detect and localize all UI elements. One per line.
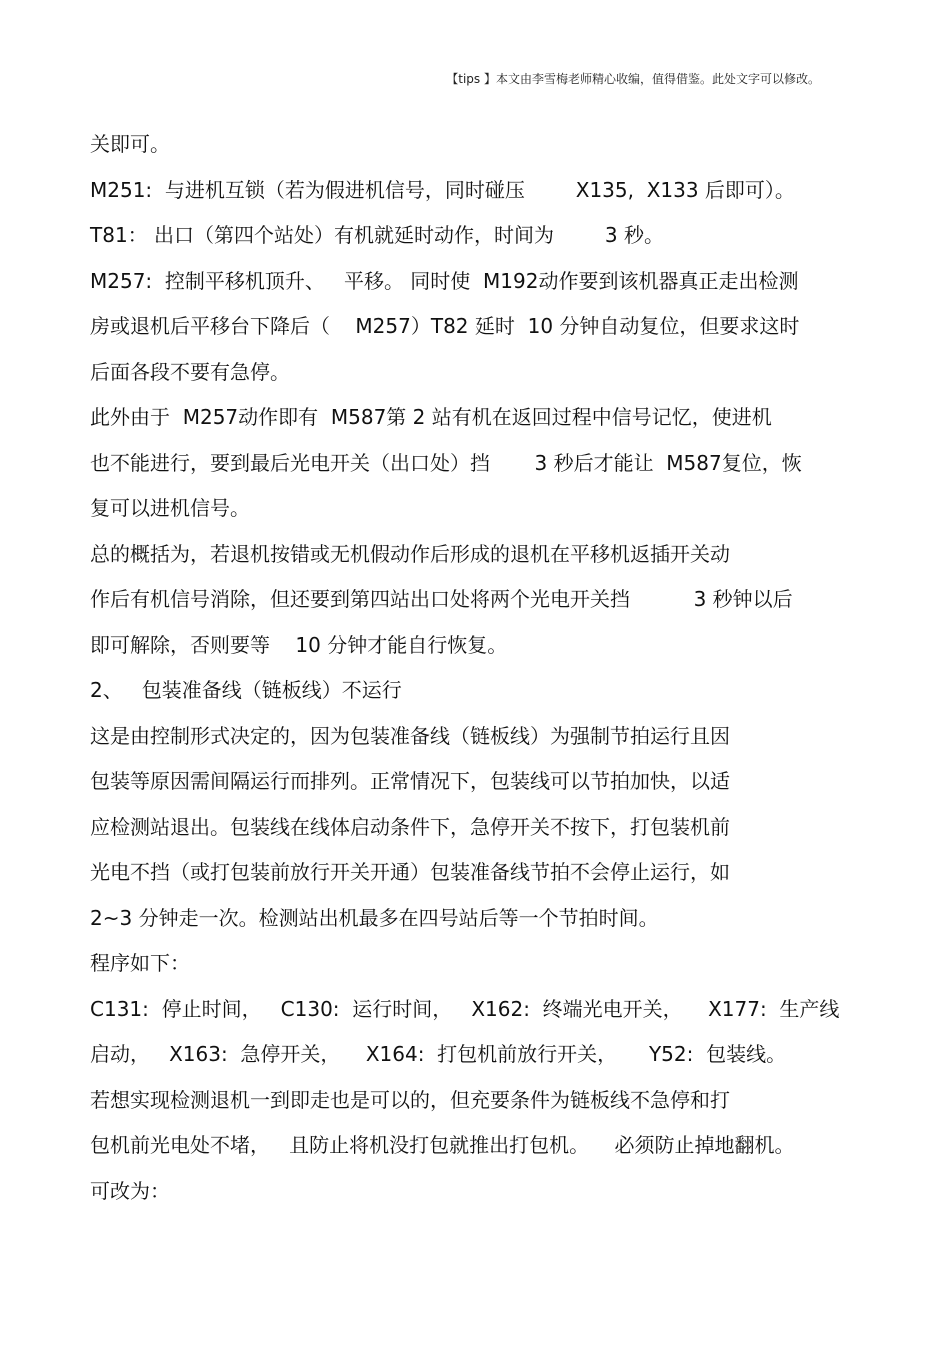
text-line: 程序如下：	[90, 951, 190, 975]
text-line: 启动， X163: 急停开关， X164: 打包机前放行开关， Y52: 包装线。	[90, 1042, 787, 1066]
text-line: 2~3 分钟走一次。检测站出机最多在四号站后等一个节拍时间。	[90, 905, 659, 930]
section-heading: 2、 包装准备线（链板线）不运行	[90, 678, 402, 702]
text-line: 应检测站退出。包装线在线体启动条件下，急停开关不按下，打包装机前	[90, 814, 730, 839]
text-line: 即可解除，否则要等 10 分钟才能自行恢复。	[90, 632, 508, 657]
text-line: 此外由于 M257动作即有 M587第 2 站有机在返回过程中信号记忆，使进机	[90, 405, 772, 429]
text-line: 光电不挡（或打包装前放行开关开通）包装准备线节拍不会停止运行，如	[90, 860, 730, 884]
text-line: 关即可。	[90, 132, 170, 156]
text-line: 房或退机后平移台下降后（ M257）T82 延时 10 分钟自动复位，但要求这时	[90, 314, 800, 338]
document-body	[90, 126, 870, 1218]
text-line: 作后有机信号消除，但还要到第四站出口处将两个光电开关挡 3 秒钟以后	[90, 587, 793, 611]
text-line: 这是由控制形式决定的，因为包装准备线（链板线）为强制节拍运行且因	[90, 723, 730, 748]
text-line: 总的概括为，若退机按错或无机假动作后形成的退机在平移机返插开关动	[90, 541, 730, 566]
text-line: M251: 与进机互锁（若为假进机信号，同时碰压 X135, X133 后即可）。	[90, 177, 795, 202]
header-tip: 【tips 】本文由李雪梅老师精心收编，值得借鉴。此处文字可以修改。	[446, 72, 820, 86]
text-line: 也不能进行，要到最后光电开关（出口处）挡 3 秒后才能让 M587复位，恢	[90, 450, 802, 475]
text-line: 包机前光电处不堵， 且防止将机没打包就推出打包机。 必须防止掉地翻机。	[90, 1133, 795, 1157]
text-line: 可改为：	[90, 1178, 170, 1203]
text-line: 后面各段不要有急停。	[90, 359, 290, 384]
text-line: 若想实现检测退机一到即走也是可以的，但充要条件为链板线不急停和打	[90, 1087, 730, 1112]
text-line: M257: 控制平移机顶升、 平移。 同时使 M192动作要到该机器真正走出检测	[90, 268, 799, 293]
text-line: 复可以进机信号。	[90, 496, 250, 520]
text-line: C131: 停止时间， C130: 运行时间， X162: 终端光电开关， X177: 生产线	[90, 996, 840, 1021]
text-line: 包装等原因需间隔运行而排列。正常情况下，包装线可以节拍加快，以适	[90, 769, 730, 793]
text-line: T81： 出口（第四个站处）有机就延时动作，时间为 3 秒。	[90, 223, 664, 247]
